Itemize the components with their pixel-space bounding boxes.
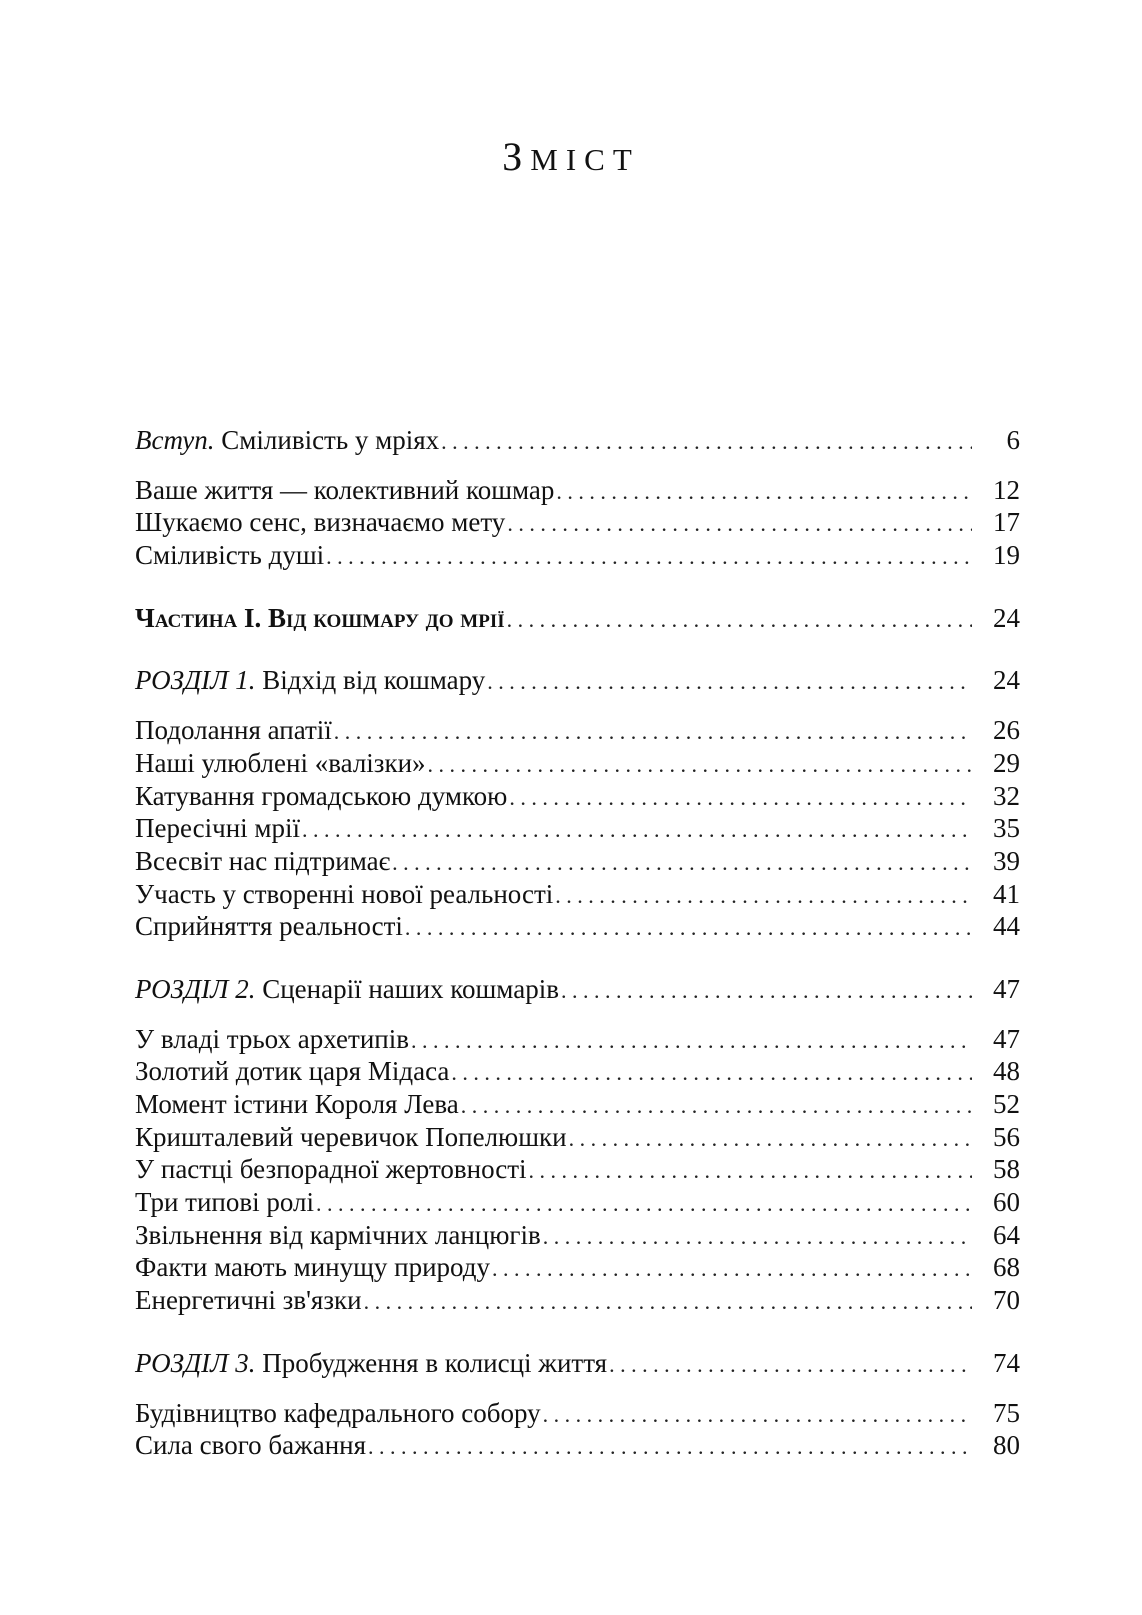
toc-entry-title (135, 747, 428, 780)
toc-entry-text: Частина І. Від кошмару до мрії (135, 602, 505, 633)
page-title (0, 133, 1142, 180)
toc-leader-dots (543, 1219, 972, 1254)
toc-leader-dots (543, 1397, 972, 1432)
toc-entry-prefix: РОЗДІЛ 2. (135, 973, 256, 1004)
toc-entry-title (135, 1153, 529, 1186)
toc-entry-title (135, 1251, 492, 1284)
toc-entry-title (135, 1186, 316, 1219)
toc-entry-text: Подолання апатії (135, 715, 332, 746)
toc-entry-title (135, 1121, 569, 1154)
toc-entry-text: Сприйняття реальності (135, 911, 403, 942)
toc-chapter-heading[interactable] (135, 973, 1020, 1006)
toc-entry[interactable] (135, 1186, 1020, 1219)
toc-page-number: 48 (993, 1056, 1020, 1087)
toc-leader-dots (529, 1153, 972, 1188)
toc-page-number: 80 (993, 1430, 1020, 1461)
toc-entry-text: Момент істини Короля Лева (135, 1089, 459, 1119)
toc-entry-title (135, 1023, 411, 1056)
toc-page-number: 47 (993, 973, 1020, 1004)
toc-page-number: 56 (993, 1121, 1020, 1152)
toc-spacer (135, 1317, 1020, 1347)
toc-entry[interactable] (135, 539, 1020, 572)
toc-entry-title (135, 1397, 543, 1430)
toc-entry-title (135, 878, 555, 911)
toc-leader-dots (302, 812, 972, 847)
toc-entry-text: Шукаємо сенс, визначаємо мету (135, 507, 506, 538)
toc-leader-dots (368, 1429, 972, 1464)
toc-leader-dots (428, 747, 972, 782)
toc-entry[interactable] (135, 506, 1020, 539)
title-rest: МІСТ (530, 142, 640, 177)
toc-entry-text: Кришталевий черевичок Попелюшки (135, 1121, 567, 1152)
toc-entry-text: Наші улюблені «валізки» (135, 747, 426, 778)
toc-entry-title (135, 506, 507, 539)
title-first-letter: З (502, 134, 531, 179)
toc-entry-text: Звільнення від кармічних ланцюгів (135, 1219, 541, 1250)
toc-entry-prefix: РОЗДІЛ 3. (135, 1347, 256, 1378)
toc-entry-text: Відхід від кошмару (255, 665, 486, 696)
toc-leader-dots (555, 878, 972, 913)
toc-entry[interactable] (135, 1397, 1020, 1430)
toc-leader-dots (561, 973, 972, 1008)
toc-page-number: 6 (1006, 425, 1020, 455)
toc-entry-title (135, 780, 509, 813)
toc-chapter-heading[interactable] (135, 1347, 1020, 1380)
toc-leader-dots (509, 780, 972, 815)
toc-leader-dots (405, 910, 972, 945)
toc-entry[interactable] (135, 1121, 1020, 1154)
toc-entry[interactable] (135, 1088, 1020, 1121)
toc-page-number: 17 (993, 507, 1020, 538)
toc-entry[interactable] (135, 474, 1020, 507)
toc-entry[interactable] (135, 1055, 1020, 1088)
toc-page-number: 52 (993, 1089, 1020, 1119)
toc-page-number: 12 (993, 474, 1020, 505)
toc-entry[interactable] (135, 1023, 1020, 1056)
toc-part-heading[interactable] (135, 602, 1020, 635)
toc-entry-text: Будівництво кафедрального собору (135, 1397, 541, 1428)
toc-entry-text: Три типові ролі (135, 1187, 314, 1218)
toc-entry-text: Сміливість душі (135, 540, 325, 571)
toc-page-number: 47 (993, 1023, 1020, 1054)
toc-entry[interactable] (135, 780, 1020, 813)
toc-page-number: 74 (993, 1347, 1020, 1378)
toc-leader-dots (461, 1088, 972, 1123)
toc-spacer (135, 943, 1020, 973)
toc-entry[interactable] (135, 910, 1020, 943)
toc-page-number: 75 (993, 1397, 1020, 1428)
toc-entry-prefix: РОЗДІЛ 1. (135, 665, 256, 696)
toc-entry-title (135, 1088, 461, 1121)
toc-leader-dots (492, 1251, 972, 1286)
toc-entry-text: Участь у створенні нової реальності (135, 878, 554, 909)
table-of-contents (135, 424, 1020, 1462)
toc-entry-title (135, 474, 556, 507)
toc-page-number: 26 (993, 715, 1020, 746)
toc-entry-title (135, 1219, 543, 1252)
toc-entry-text: Сміливість у мріях (214, 425, 440, 455)
toc-leader-dots (487, 664, 972, 699)
toc-entry[interactable] (135, 878, 1020, 911)
toc-entry-title (135, 845, 392, 878)
toc-page-number: 24 (993, 602, 1020, 633)
toc-entry-text: Ваше життя — колективний кошмар (135, 474, 555, 505)
toc-entry-title (135, 910, 405, 943)
toc-entry-title (135, 714, 334, 747)
toc-leader-dots (326, 539, 972, 574)
toc-spacer (135, 634, 1020, 664)
toc-entry[interactable] (135, 845, 1020, 878)
toc-entry-title (135, 812, 302, 845)
toc-page-number: 44 (993, 911, 1020, 942)
toc-page-number: 29 (993, 747, 1020, 778)
toc-entry-title (135, 1429, 368, 1462)
toc-entry-prefix: Вступ. (135, 425, 215, 455)
toc-entry-title (135, 424, 441, 457)
toc-entry-title (135, 664, 487, 697)
toc-page-number: 24 (993, 665, 1020, 696)
toc-leader-dots (334, 714, 972, 749)
toc-leader-dots (316, 1186, 972, 1221)
toc-entry-text: Сценарії наших кошмарів (255, 973, 559, 1004)
toc-leader-dots (569, 1121, 972, 1156)
toc-entry-text: Енергетичні зв'язки (135, 1285, 362, 1316)
toc-leader-dots (441, 424, 972, 459)
toc-entry-text: Катування громадською думкою (135, 780, 508, 811)
toc-spacer (135, 457, 1020, 474)
toc-entry-title (135, 1055, 451, 1088)
toc-page-number: 70 (993, 1285, 1020, 1316)
toc-entry[interactable] (135, 1219, 1020, 1252)
toc-intro-entry[interactable] (135, 424, 1020, 457)
toc-leader-dots (609, 1347, 972, 1382)
toc-entry[interactable] (135, 812, 1020, 845)
toc-leader-dots (451, 1055, 972, 1090)
toc-leader-dots (392, 845, 972, 880)
toc-spacer (135, 572, 1020, 602)
toc-entry-title (135, 973, 561, 1006)
toc-entry-title (135, 602, 507, 635)
toc-page-number: 32 (993, 780, 1020, 811)
toc-spacer (135, 697, 1020, 714)
toc-page-number: 68 (993, 1252, 1020, 1283)
toc-leader-dots (556, 474, 972, 509)
toc-page-number: 60 (993, 1187, 1020, 1218)
toc-page-number: 41 (993, 878, 1020, 909)
toc-entry-text: Золотий дотик царя Мідаса (135, 1056, 450, 1087)
toc-entry[interactable] (135, 714, 1020, 747)
toc-entry-text: Сила свого бажання (135, 1430, 367, 1461)
toc-page-number: 58 (993, 1154, 1020, 1185)
toc-leader-dots (411, 1023, 972, 1058)
toc-chapter-heading[interactable] (135, 664, 1020, 697)
toc-entry[interactable] (135, 1284, 1020, 1317)
toc-entry-text: У пастці безпорадної жертовності (135, 1154, 527, 1185)
toc-entry-text: Факти мають минущу природу (135, 1252, 491, 1283)
toc-entry[interactable] (135, 747, 1020, 780)
toc-leader-dots (507, 506, 972, 541)
toc-page-number: 35 (993, 813, 1020, 844)
toc-entry-text: Пробудження в колисці життя (255, 1347, 608, 1378)
toc-entry[interactable] (135, 1153, 1020, 1186)
toc-page-number: 19 (993, 540, 1020, 571)
toc-leader-dots (507, 602, 972, 637)
toc-entry-title (135, 539, 326, 572)
toc-spacer (135, 1006, 1020, 1023)
toc-entry[interactable] (135, 1251, 1020, 1284)
toc-entry-text: Всесвіт нас підтримає (135, 845, 391, 876)
toc-page-number: 39 (993, 845, 1020, 876)
toc-entry-title (135, 1284, 364, 1317)
toc-page-number: 64 (993, 1219, 1020, 1250)
toc-spacer (135, 1380, 1020, 1397)
toc-leader-dots (364, 1284, 972, 1319)
toc-entry-text: Пересічні мрії (135, 813, 300, 844)
toc-entry[interactable] (135, 1429, 1020, 1462)
toc-entry-title (135, 1347, 609, 1380)
toc-entry-text: У владі трьох архетипів (135, 1023, 409, 1054)
